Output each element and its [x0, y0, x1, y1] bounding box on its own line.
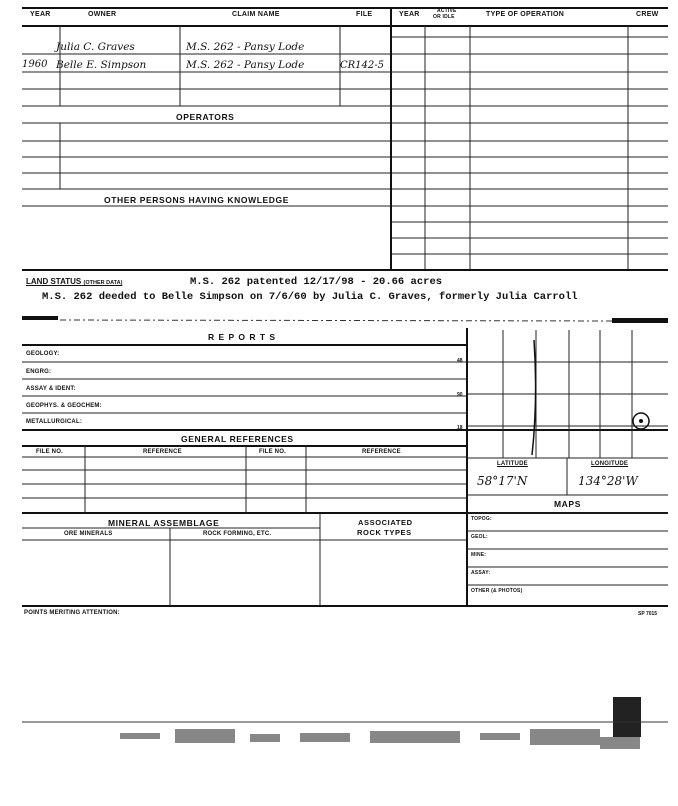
col-ore-minerals: ORE MINERALS: [64, 531, 113, 537]
land-status-line-2: M.S. 262 deeded to Belle Simpson on 7/6/60 by Julia C. Graves, formerly Julia Carroll: [42, 291, 578, 303]
header-year: YEAR: [30, 11, 51, 18]
reports-heading: R E P O R T S: [208, 332, 277, 342]
associated-label: ASSOCIATED: [358, 518, 413, 527]
owner-year: 1960: [22, 59, 48, 70]
report-number: 48: [457, 358, 463, 364]
header-or-idle: OR IDLE: [433, 14, 455, 20]
maps-other-photos: OTHER (& PHOTOS): [471, 588, 523, 594]
mineral-assemblage-heading: MINERAL ASSEMBLAGE: [108, 518, 220, 528]
header-crew: CREW: [636, 11, 659, 18]
form-number: SP 7015: [638, 611, 658, 617]
report-geophys: GEOPHYS. & GEOCHEM:: [26, 403, 102, 409]
operators-heading: OPERATORS: [176, 112, 235, 122]
header-claim-name: CLAIM NAME: [232, 11, 280, 18]
land-status-sublabel: (OTHER DATA): [83, 280, 123, 286]
longitude-label: LONGITUDE: [591, 461, 629, 467]
maps-topog: TOPOG:: [471, 516, 492, 522]
header-year-right: YEAR: [399, 11, 420, 18]
col-reference: REFERENCE: [143, 449, 182, 455]
general-references-heading: GENERAL REFERENCES: [181, 434, 294, 444]
report-number: 90: [457, 392, 463, 398]
col-reference-2: REFERENCE: [362, 449, 401, 455]
owner-name: Julia C. Graves: [56, 41, 135, 53]
report-assay: ASSAY & IDENT:: [26, 386, 76, 392]
owner-claim: M.S. 262 - Pansy Lode: [186, 59, 305, 71]
col-file-no-2: FILE NO.: [259, 449, 286, 455]
owner-claim: M.S. 262 - Pansy Lode: [186, 41, 305, 53]
points-meriting-attention: POINTS MERITING ATTENTION:: [24, 610, 120, 616]
maps-heading: MAPS: [554, 499, 581, 509]
land-status-label: LAND STATUS: [26, 277, 82, 286]
other-persons-heading: OTHER PERSONS HAVING KNOWLEDGE: [104, 195, 290, 205]
header-owner: OWNER: [88, 11, 117, 18]
report-number: 18: [457, 425, 463, 431]
maps-geol: GEOL:: [471, 534, 488, 540]
maps-mine: MINE:: [471, 552, 487, 558]
report-metallurgical: METALLURGICAL:: [26, 419, 83, 425]
rock-types-label: ROCK TYPES: [357, 528, 412, 537]
owner-name: Belle E. Simpson: [56, 59, 147, 71]
land-status-line-1: M.S. 262 patented 12/17/98 - 20.66 acres: [190, 276, 443, 288]
owner-file: CR142-5: [340, 60, 385, 71]
longitude-value: 134°28'W: [578, 474, 638, 488]
latitude-value: 58°17'N: [477, 474, 528, 488]
latitude-label: LATITUDE: [497, 461, 528, 467]
header-active: ACTIVE: [437, 8, 457, 14]
report-geology: GEOLOGY:: [26, 351, 60, 357]
maps-assay: ASSAY:: [471, 570, 491, 576]
header-file: FILE: [356, 11, 373, 18]
header-type-of-operation: TYPE OF OPERATION: [486, 11, 565, 18]
col-rock-forming: ROCK FORMING, ETC.: [203, 531, 272, 537]
report-engrg: ENGRG:: [26, 369, 52, 375]
col-file-no: FILE NO.: [36, 449, 63, 455]
